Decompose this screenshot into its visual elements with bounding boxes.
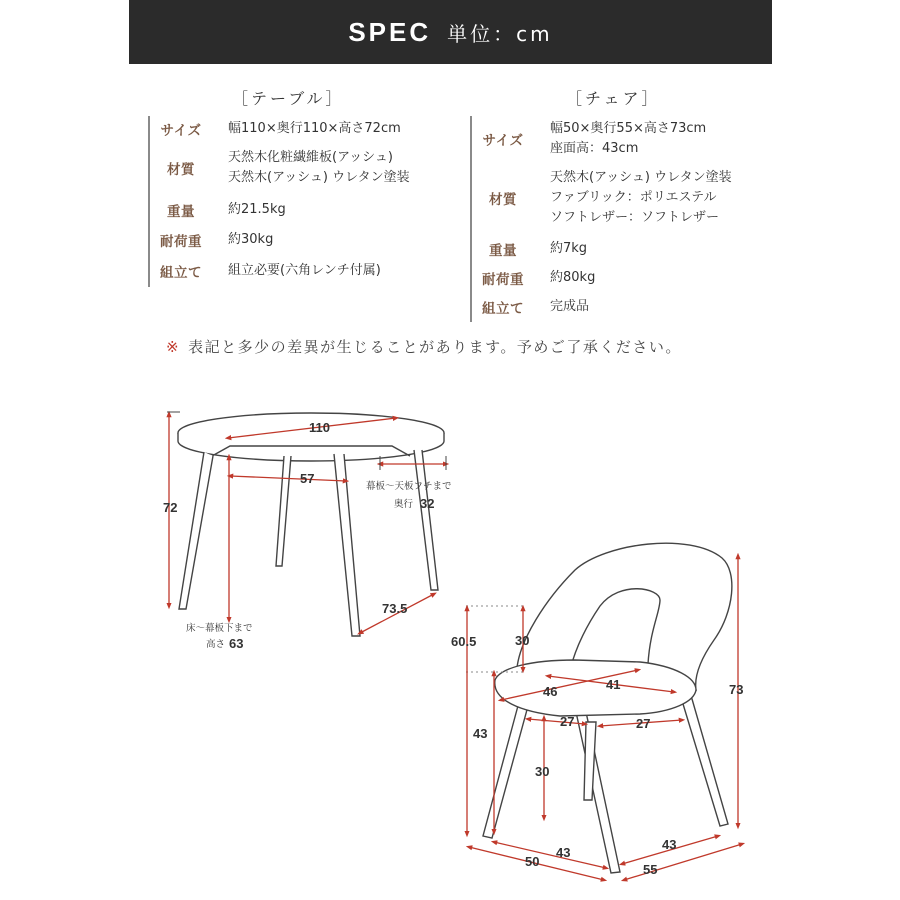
chair-value-material-line2: ファブリック：ポリエステル (550, 190, 717, 205)
chair-label-load: 耐荷重 (482, 272, 524, 288)
unit-label: 単位：cm (447, 21, 553, 46)
label-table-height: 72 (163, 500, 178, 515)
table-label-size: サイズ (160, 123, 202, 139)
chair-value-load: 約80kg (550, 270, 596, 285)
table-label-weight: 重量 (167, 204, 195, 220)
label-chair-depth: 55 (643, 862, 658, 877)
note-text: 表記と多少の差異が生じることがあります。予めご了承ください。 (188, 338, 682, 356)
table-value-load: 約30kg (228, 232, 274, 247)
table-value-material-line2: 天然木(アッシュ) ウレタン塗装 (228, 170, 410, 185)
chair-value-material-line3: ソフトレザー：ソフトレザー (550, 210, 720, 225)
spec-title: SPEC (348, 16, 432, 47)
chair-label-material: 材質 (489, 192, 517, 208)
chair-value-size-line2: 座面高：43cm (550, 141, 639, 156)
dim-line-chair-depth (624, 844, 742, 880)
dim-line-base-inner (494, 842, 606, 868)
label-table-half: 57 (300, 471, 315, 486)
label-back-height: 60.5 (451, 634, 477, 649)
table-leg-back-left (179, 452, 213, 609)
label-apron-prefix: 奥行 (394, 499, 414, 510)
chair-seat (495, 660, 696, 716)
label-seat-depth: 41 (606, 677, 621, 692)
chair-value-assembly: 完成品 (550, 299, 590, 314)
chair-label-size: サイズ (482, 133, 524, 149)
table-label-assembly: 組立て (160, 264, 202, 281)
table-value-assembly: 組立必要(六角レンチ付属) (228, 262, 381, 278)
table-section-title: ［テーブル］ (232, 89, 345, 108)
table-leg-back-right (276, 456, 291, 566)
chair-label-assembly: 組立て (482, 301, 524, 317)
chair-leg-front-left (483, 702, 528, 838)
label-arm-height: 30 (515, 633, 530, 648)
label-leg-side: 27 (636, 716, 651, 731)
label-chair-width: 50 (525, 854, 540, 869)
label-base-inner: 43 (556, 845, 571, 860)
label-seat-height: 43 (473, 726, 488, 741)
chair-label-weight: 重量 (489, 243, 517, 259)
note-mark: ※ (166, 338, 181, 356)
table-value-weight: 約21.5kg (228, 202, 286, 217)
label-leg-span: 73.5 (382, 601, 408, 616)
table-label-material: 材質 (167, 162, 195, 178)
chair-drawing (483, 543, 732, 873)
label-floor-note: 床〜幕板下まで (186, 623, 253, 634)
table-value-material-line1: 天然木化粧繊維板(アッシュ) (228, 150, 393, 165)
label-floor-value: 63 (229, 636, 244, 651)
label-seat-width: 46 (543, 684, 558, 699)
label-base-side: 43 (662, 837, 677, 852)
table-value-size: 幅110×奥行110×高さ72cm (228, 121, 401, 136)
chair-value-weight: 約7kg (550, 241, 588, 256)
label-table-width: 110 (309, 420, 330, 435)
chair-value-material-line1: 天然木(アッシュ) ウレタン塗装 (550, 170, 732, 185)
label-under-seat: 30 (535, 764, 550, 779)
chair-value-size-line1: 幅50×奥行55×高さ73cm (550, 121, 707, 136)
label-leg-front: 27 (560, 714, 575, 729)
label-apron-note: 幕板〜天板フチまで (366, 481, 452, 492)
label-floor-prefix: 高さ (206, 639, 226, 650)
table-leg-right (414, 450, 438, 590)
label-apron-value: 32 (420, 496, 435, 511)
chair-leg-front-right (576, 712, 620, 873)
dim-line-leg-front (528, 719, 585, 724)
table-top-edge (178, 433, 444, 461)
chair-section-title: ［チェア］ (566, 89, 661, 108)
table-label-load: 耐荷重 (160, 234, 202, 250)
label-total-height: 73 (729, 682, 744, 697)
chair-leg-right (680, 692, 728, 826)
